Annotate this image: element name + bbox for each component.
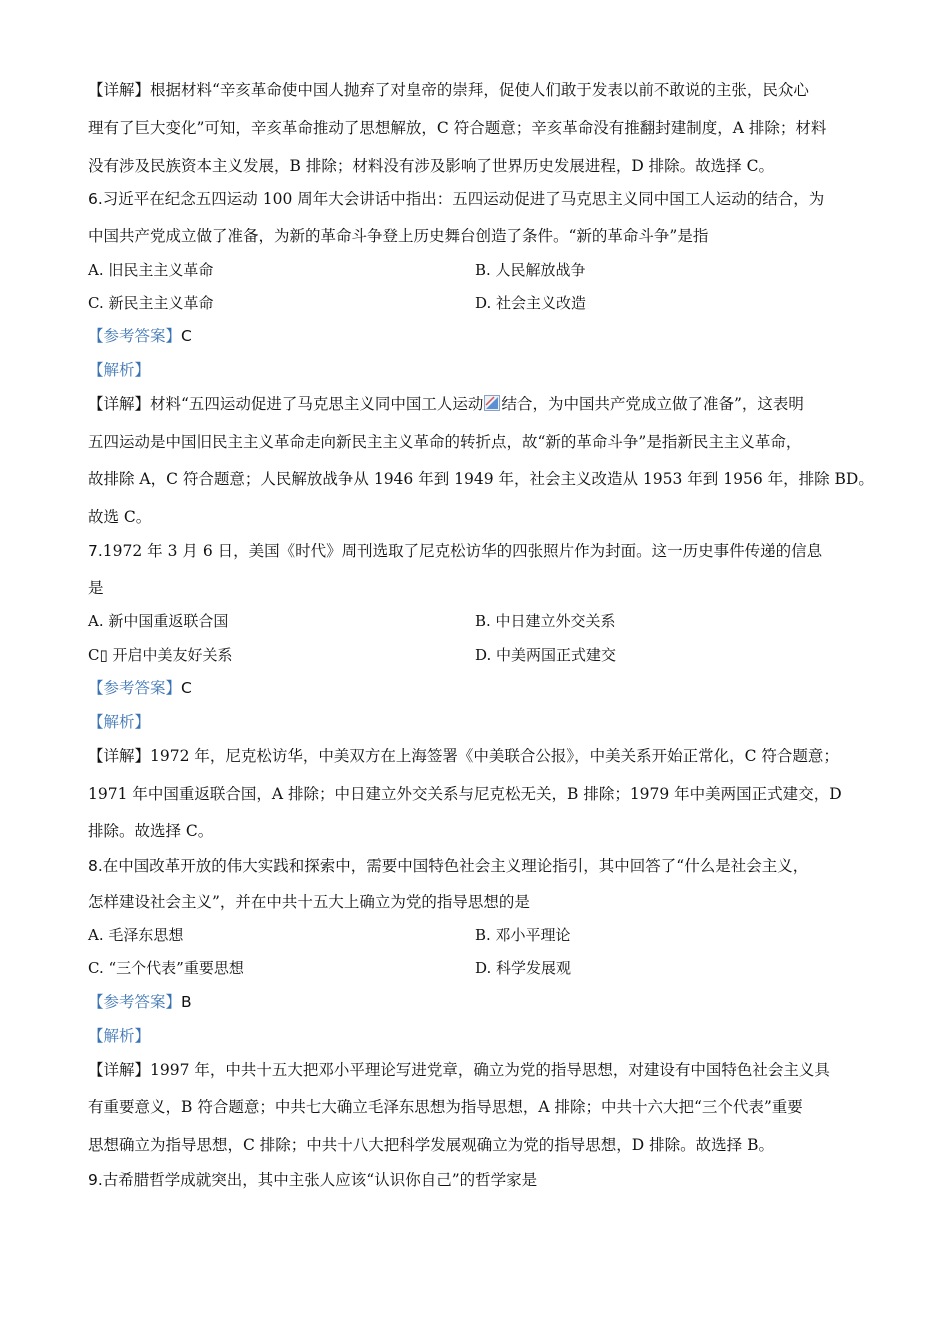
q8-number: 8.	[88, 857, 103, 875]
q9-stem-line-1	[88, 1170, 537, 1190]
q6-option-c: C. 新民主主义革命	[88, 294, 214, 312]
q6-option-d: D. 社会主义改造	[475, 294, 587, 312]
q8-analysis-label: 【解析】	[88, 1027, 151, 1045]
q6-detail-line-2: 五四运动是中国旧民主主义革命走向新民主主义革命的转折点，故“新的革命斗争”是指新民主主义革命，	[88, 433, 802, 451]
q5-detail-line-1: 【详解】根据材料“辛亥革命使中国人抛弃了对皇帝的崇拜，促使人们敢于发表以前不敢说的主张，民众心	[88, 81, 809, 99]
q8-option-d: D. 科学发展观	[475, 959, 572, 977]
q9-stem-text-1: 古希腊哲学成就突出，其中主张人应该“认识你自己”的哲学家是	[102, 1171, 538, 1189]
q7-option-c: C▯ 开启中美友好关系	[88, 646, 233, 664]
q6-answer-value: C	[181, 327, 192, 345]
q6-number: 6.	[88, 190, 103, 208]
q5-detail-line-3: 没有涉及民族资本主义发展，B 排除；材料没有涉及影响了世界历史发展进程，D 排除。故选择 C。	[88, 157, 774, 175]
q6-stem-line-2: 中国共产党成立做了准备，为新的革命斗争登上历史舞台创造了条件。“新的革命斗争”是指	[88, 227, 709, 245]
q7-stem-text-1: 1972 年 3 月 6 日，美国《时代》周刊选取了尼克松访华的四张照片作为封面。这一历史事件传递的信息	[102, 542, 823, 560]
q7-detail-line-1: 【详解】1972 年，尼克松访华，中美双方在上海签署《中美联合公报》，中美关系开始正常化，C 符合题意；	[88, 747, 839, 765]
q6-detail-text-1b: 结合，为中国共产党成立做了准备”，这表明	[501, 395, 804, 413]
q8-detail-line-2: 有重要意义，B 符合题意；中共七大确立毛泽东思想为指导思想，A 排除；中共十六大把“三个代表”重要	[88, 1098, 803, 1116]
q7-answer-value: C	[181, 679, 192, 697]
q6-detail-line-3: 故排除 A，C 符合题意；人民解放战争从 1946 年到 1949 年，社会主义改造从 1953 年到 1956 年，排除 BD。	[88, 470, 874, 488]
q6-option-b: B. 人民解放战争	[475, 261, 586, 279]
q8-answer-value: B	[181, 993, 192, 1011]
q6-answer-row	[88, 326, 192, 346]
q7-stem-line-1	[88, 541, 822, 561]
q8-detail-line-3: 思想确立为指导思想，C 排除；中共十八大把科学发展观确立为党的指导思想，D 排除。故选择 B。	[88, 1136, 774, 1154]
q7-option-d: D. 中美两国正式建交	[475, 646, 617, 664]
q8-stem-line-2: 怎样建设社会主义”，并在中共十五大上确立为党的指导思想的是	[88, 893, 530, 911]
q6-detail-line-4: 故选 C。	[88, 508, 152, 526]
q8-option-b: B. 邓小平理论	[475, 926, 571, 944]
q7-number: 7.	[88, 542, 103, 560]
q7-option-a: A. 新中国重返联合国	[88, 612, 229, 630]
q7-option-b: B. 中日建立外交关系	[475, 612, 616, 630]
q7-detail-line-2: 1971 年中国重返联合国，A 排除；中日建立外交关系与尼克松无关，B 排除；1979 年中美两国正式建交，D	[88, 785, 842, 803]
q6-detail-text-1a: 【详解】材料“五四运动促进了马克思主义同中国工人运动	[88, 395, 484, 413]
q7-analysis-label: 【解析】	[88, 713, 151, 731]
q6-detail-line-1	[88, 394, 804, 414]
q7-answer-row	[88, 678, 192, 698]
q9-number: 9.	[88, 1171, 103, 1189]
q6-stem-text-1: 习近平在纪念五四运动 100 周年大会讲话中指出：五四运动促进了马克思主义同中国工人运动的结合，为	[102, 190, 825, 208]
q6-option-a: A. 旧民主主义革命	[88, 261, 214, 279]
q6-answer-label: 【参考答案】	[88, 327, 182, 345]
q8-detail-line-1: 【详解】1997 年，中共十五大把邓小平理论写进党章，确立为党的指导思想，对建设有中国特色社会主义具	[88, 1061, 830, 1079]
q8-answer-row	[88, 992, 192, 1012]
q8-option-a: A. 毛泽东思想	[88, 926, 184, 944]
q8-answer-label: 【参考答案】	[88, 993, 182, 1011]
q8-stem-text-1: 在中国改革开放的伟大实践和探索中，需要中国特色社会主义理论指引，其中回答了“什么是社会主义，	[102, 857, 809, 875]
q8-option-c: C. “三个代表”重要思想	[88, 959, 244, 977]
q5-detail-line-2: 理有了巨大变化”可知，辛亥革命推动了思想解放，C 符合题意；辛亥革命没有推翻封建制度，A 排除；材料	[88, 119, 827, 137]
q7-stem-line-2: 是	[88, 579, 104, 597]
q7-detail-line-3: 排除。故选择 C。	[88, 822, 214, 840]
q6-stem-line-1	[88, 189, 824, 209]
q6-analysis-label: 【解析】	[88, 361, 151, 379]
broken-image-icon	[484, 395, 500, 411]
q8-stem-line-1	[88, 856, 808, 876]
q7-answer-label: 【参考答案】	[88, 679, 182, 697]
